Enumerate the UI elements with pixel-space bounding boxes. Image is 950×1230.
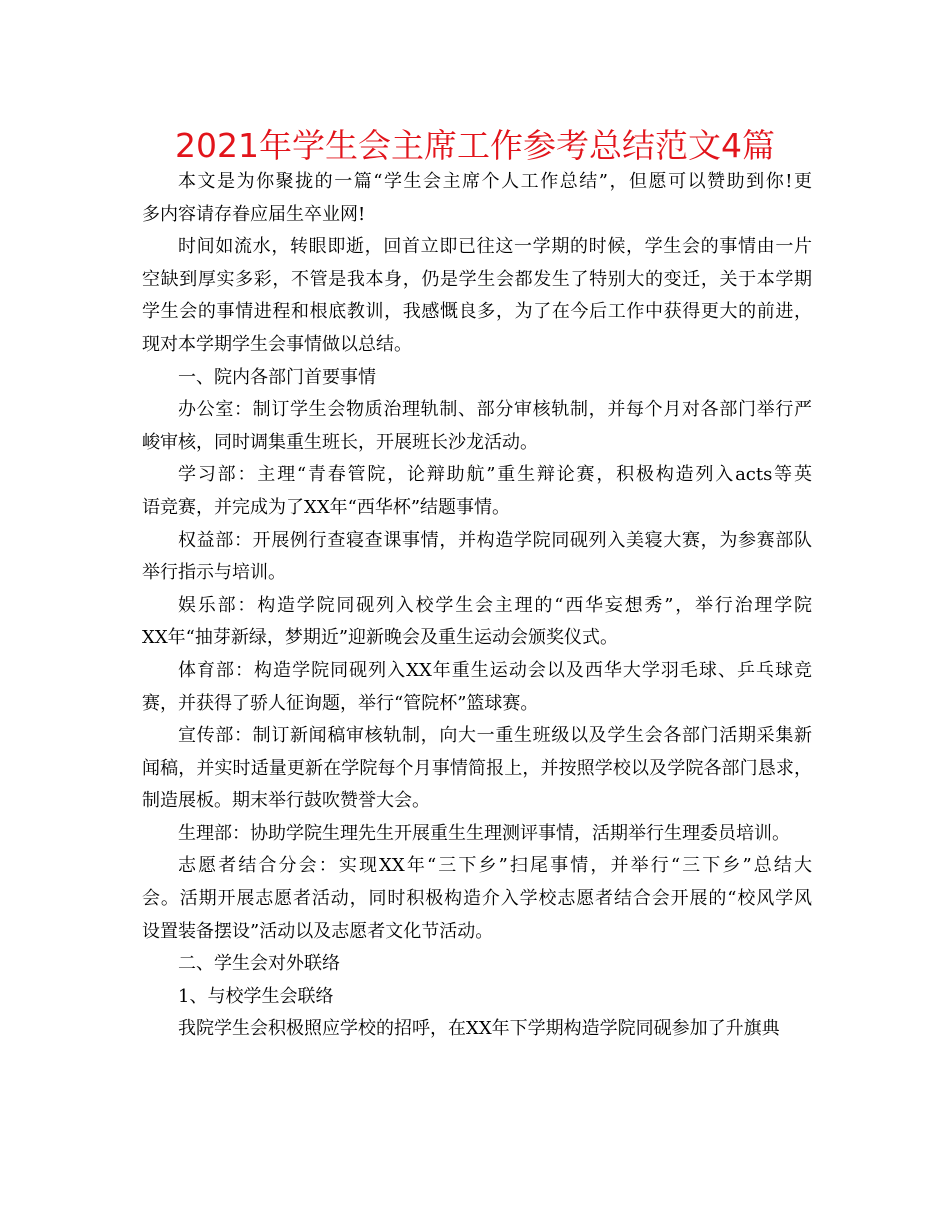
paragraph-line: 闻稿，并实时适量更新在学院每个月事情简报上，并按照学校以及学院各部门恳求， (142, 757, 812, 779)
paragraph-line: 宣传部：制订新闻稿审核轨制，向大一重生班级以及学生会各部门活期采集新 (178, 725, 812, 747)
paragraph-line: 一、院内各部门首要事情 (178, 366, 376, 388)
paragraph-line: 会。活期开展志愿者活动，同时积极构造介入学校志愿者结合会开展的“校风学风 (142, 888, 812, 910)
document-body (142, 166, 812, 1046)
body-paragraph (142, 850, 812, 948)
body-paragraph (142, 981, 812, 1014)
paragraph-line: 二、学生会对外联络 (178, 953, 340, 975)
paragraph-line: 语竞赛，并完成为了XX年“西华杯”结题事情。 (142, 496, 511, 518)
body-paragraph (142, 166, 812, 231)
body-paragraph (142, 590, 812, 655)
document-title: 2021年学生会主席工作参考总结范文4篇 (175, 126, 775, 165)
paragraph-line: 赛，并获得了骄人征询题，举行“管院杯”篮球赛。 (142, 692, 539, 714)
body-paragraph (142, 525, 812, 590)
body-paragraph (142, 720, 812, 818)
body-paragraph (142, 818, 812, 851)
paragraph-line: 办公室：制订学生会物质治理轨制、部分审核轨制，并每个月对各部门举行严 (178, 399, 812, 421)
paragraph-line: 现对本学期学生会事情做以总结。 (142, 333, 412, 355)
body-paragraph (142, 231, 812, 361)
body-paragraph (142, 948, 812, 981)
body-paragraph (142, 1013, 812, 1046)
paragraph-line: 时间如流水，转眼即逝，回首立即已往这一学期的时候，学生会的事情由一片 (178, 236, 812, 258)
paragraph-line: 峻审核，同时调集重生班长，开展班长沙龙活动。 (142, 431, 538, 453)
paragraph-line: 本文是为你聚拢的一篇“学生会主席个人工作总结”，但愿可以赞助到你!更 (178, 171, 812, 192)
paragraph-line: 权益部：开展例行查寝查课事情，并构造学院同砚列入美寝大赛，为参赛部队 (178, 529, 812, 551)
paragraph-line: 学习部：主理“青春管院，论辩助航”重生辩论赛，积极构造列入acts等英 (178, 464, 812, 486)
paragraph-line: 设置装备摆设”活动以及志愿者文化节活动。 (142, 920, 494, 942)
paragraph-line: 学生会的事情进程和根底教训，我感慨良多，为了在今后工作中获得更大的前进， (142, 301, 812, 323)
paragraph-line: 空缺到厚实多彩，不管是我本身，仍是学生会都发生了特别大的变迁，关于本学期 (142, 268, 812, 290)
paragraph-line: 制造展板。期末举行鼓吹赞誉大会。 (142, 790, 430, 812)
paragraph-line: 生理部：协助学院生理先生开展重生生理测评事情，活期举行生理委员培训。 (178, 822, 790, 844)
paragraph-line: 体育部：构造学院同砚列入XX年重生运动会以及西华大学羽毛球、乒乓球竞 (178, 659, 812, 681)
body-paragraph (142, 362, 812, 395)
paragraph-line: 举行指示与培训。 (142, 562, 286, 584)
paragraph-line: 志愿者结合分会：实现XX年“三下乡”扫尾事情，并举行“三下乡”总结大 (178, 855, 812, 877)
paragraph-line: XX年“抽芽新绿，梦期近”迎新晚会及重生运动会颁奖仪式。 (142, 627, 619, 649)
paragraph-line: 娱乐部：构造学院同砚列入校学生会主理的“西华妄想秀”，举行治理学院 (178, 594, 812, 616)
body-paragraph (142, 655, 812, 720)
paragraph-line: 多内容请存眷应届生卒业网! (142, 203, 366, 225)
paragraph-line: 我院学生会积极照应学校的招呼，在XX年下学期构造学院同砚参加了升旗典 (178, 1018, 780, 1040)
body-paragraph (142, 459, 812, 524)
paragraph-line: 1、与校学生会联络 (178, 985, 334, 1007)
body-paragraph (142, 394, 812, 459)
